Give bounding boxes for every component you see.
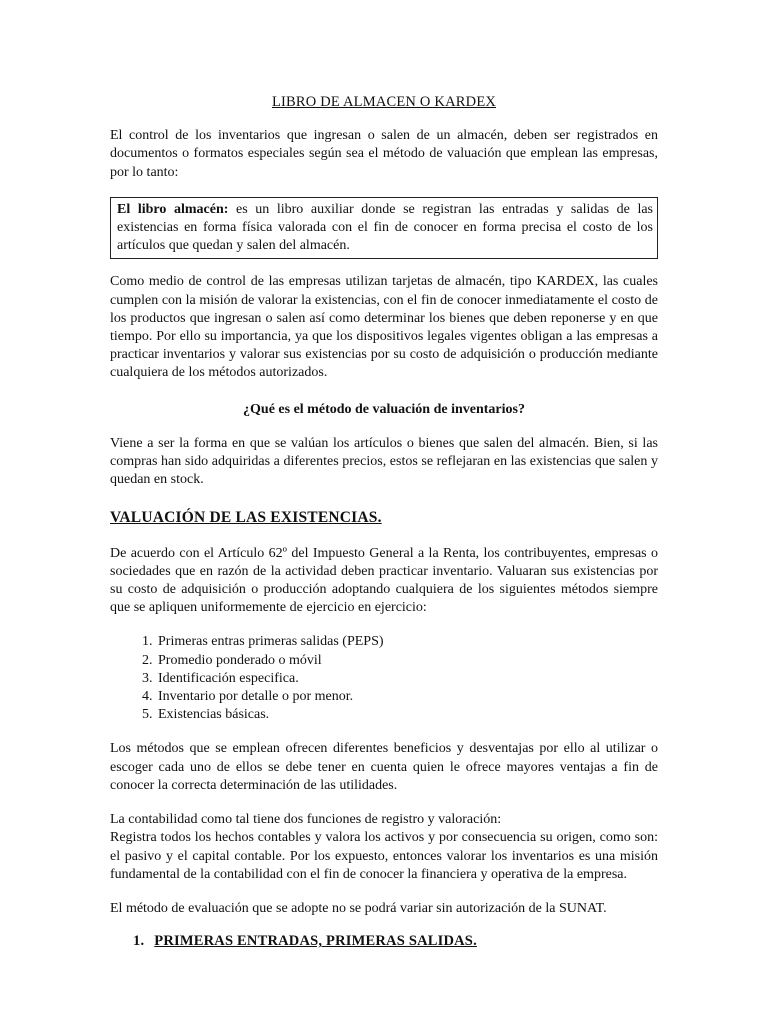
definition-term: El libro almacén: [117, 201, 229, 217]
accounting-paragraph: Registra todos los hechos contables y valora los activos y por consecuencia su origen, como son: el pasivo y el capital contable. Por los expuesto, entonces valorar los inventarios es una misión fundamental de la contabilidad con el fin de conocer la financiera y operativa de la empresa. [110, 830, 658, 882]
sunat-paragraph: El método de evaluación que se adopte no se podrá variar sin autorización de la SUNAT. [110, 900, 607, 916]
intro-paragraph: El control de los inventarios que ingresan o salen de un almacén, deben ser registrados en documentos o formatos especiales según sea el método de valuación que emplean las empresas, por lo tanto: [110, 128, 658, 180]
section-heading: VALUACIÓN DE LAS EXISTENCIAS. [110, 509, 382, 527]
kardex-paragraph: Como medio de control de las empresas utilizan tarjetas de almacén, tipo KARDEX, las cuales cumplen con la misión de valorar la existencias, con el fin de conocer inmediatamente el costo de los productos que ingresan o salen así como determinar los bienes que deben reponerse y en que tiempo. Por ello su importancia, ya que los dispositivos legales vigentes obligan a las empresas a practicar inventarios y valorar sus existencias por su costo de adquisición o producción mediante cualquiera de los métodos autorizados. [110, 274, 658, 381]
numbered-heading [133, 932, 658, 950]
list-item: 3. Identificación especifica. [156, 670, 658, 688]
list-item: 2. Promedio ponderado o móvil [156, 652, 658, 670]
definition-box [110, 197, 658, 260]
heading-text: PRIMERAS ENTRADAS, PRIMERAS SALIDAS. [154, 933, 477, 950]
heading-number: 1. [133, 933, 145, 950]
question-heading: ¿Qué es el método de valuación de inventarios? [243, 401, 525, 417]
document-title: LIBRO DE ALMACEN O KARDEX [271, 94, 497, 110]
section-paragraph: De acuerdo con el Artículo 62º del Impuesto General a la Renta, los contribuyentes, empresas o sociedades que en razón de la actividad deben practicar inventario. Valuaran sus existencias por su costo de adquisición o producción adoptando cualquiera de los siguientes métodos siempre que se apliquen uniformemente de ejercicio en ejercicio: [110, 545, 658, 616]
list-item: 1. Primeras entras primeras salidas (PEPS) [156, 633, 658, 651]
definition-text: es un libro auxiliar donde se registran las entradas y salidas de las existencias en forma física valorada con el fin de conocer en forma precisa el costo de los artículos que quedan y salen del almacén. [117, 201, 653, 254]
methods-paragraph: Los métodos que se emplean ofrecen diferentes beneficios y desventajas por ello al utilizar o escoger cada uno de ellos se debe tener en cuenta quien le ofrece mayores ventajas a fin de conocer la correcta determinación de las utilidades. [110, 741, 658, 793]
methods-list [110, 633, 658, 724]
list-item: 4. Inventario por detalle o por menor. [156, 688, 658, 706]
answer-paragraph: Viene a ser la forma en que se valúan los artículos o bienes que salen del almacén. Bien, si las compras han sido adquiridas a diferentes precios, estos se reflejaran en las existencias que salen y quedan en stock. [110, 435, 658, 488]
accounting-paragraph-intro: La contabilidad como tal tiene dos funciones de registro y valoración: [110, 812, 502, 828]
list-item: 5. Existencias básicas. [156, 706, 658, 724]
